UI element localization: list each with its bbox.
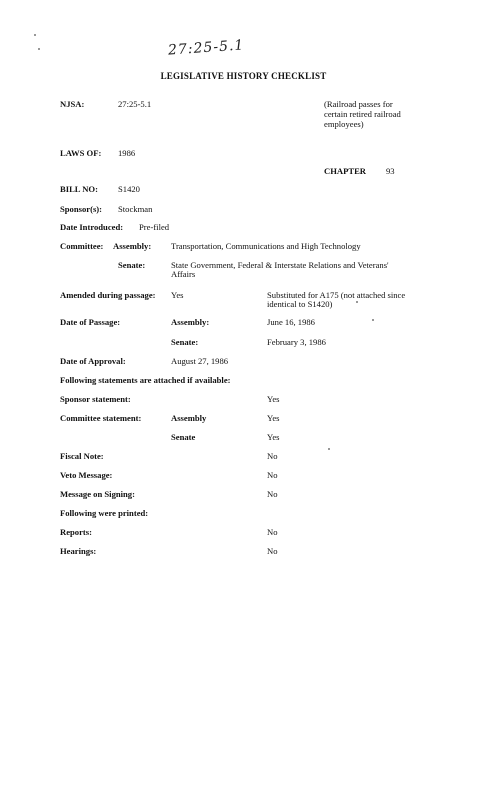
date-of-approval-value: August 27, 1986 (171, 356, 229, 366)
handwritten-code: 27:25-5.1 (167, 37, 245, 59)
fiscal-note-label: Fiscal Note: (60, 451, 104, 461)
date-introduced-value: Pre-filed (139, 222, 170, 232)
njsa-value: 27:25-5.1 (118, 99, 152, 109)
chapter-value: 93 (386, 166, 395, 176)
bill-no-value: S1420 (118, 184, 140, 194)
chapter-label: CHAPTER (324, 166, 367, 176)
sponsors-value: Stockman (118, 204, 153, 214)
passage-senate-label: Senate: (171, 337, 199, 347)
reports-label: Reports: (60, 527, 92, 537)
sponsors-label: Sponsor(s): (60, 204, 103, 214)
message-on-signing-label: Message on Signing: (60, 489, 135, 499)
committee-statement-assembly-label: Assembly (171, 413, 207, 423)
scan-speck (34, 34, 36, 36)
amended-label: Amended during passage: (60, 290, 156, 300)
committee-assembly-label: Assembly: (113, 241, 152, 251)
scan-speck (372, 319, 374, 321)
veto-message-label: Veto Message: (60, 470, 113, 480)
laws-of-label: LAWS OF: (60, 148, 102, 158)
sponsor-statement-label: Sponsor statement: (60, 394, 131, 404)
laws-of-value: 1986 (118, 148, 136, 158)
amended-note-line-1: Substituted for A175 (not attached since (267, 290, 406, 300)
njsa-note-line-3: employees) (324, 119, 364, 129)
passage-senate-value: February 3, 1986 (267, 337, 326, 347)
scan-speck (356, 301, 358, 303)
njsa-note-line-1: (Railroad passes for (324, 99, 393, 109)
hearings-value: No (267, 546, 278, 556)
hearings-label: Hearings: (60, 546, 97, 556)
date-introduced-label: Date Introduced: (60, 222, 124, 232)
committee-statement-senate-value: Yes (267, 432, 280, 442)
committee-senate-value-line-2: Affairs (171, 269, 196, 279)
committee-senate-value-line-1: State Government, Federal & Interstate Relations and Veterans' (171, 260, 389, 270)
committee-statement-assembly-value: Yes (267, 413, 280, 423)
amended-value: Yes (171, 290, 184, 300)
amended-note-line-2: identical to S1420) (267, 299, 333, 309)
scan-speck (38, 48, 40, 50)
committee-senate-label: Senate: (118, 260, 146, 270)
committee-assembly-value: Transportation, Communications and High Technology (171, 241, 361, 251)
committee-statement-label: Committee statement: (60, 413, 142, 423)
njsa-label: NJSA: (60, 99, 85, 109)
passage-assembly-value: June 16, 1986 (267, 317, 315, 327)
following-printed-heading: Following were printed: (60, 508, 149, 518)
date-of-passage-label: Date of Passage: (60, 317, 121, 327)
committee-label: Committee: (60, 241, 104, 251)
passage-assembly-label: Assembly: (171, 317, 210, 327)
page-title: LEGISLATIVE HISTORY CHECKLIST (160, 71, 327, 81)
message-on-signing-value: No (267, 489, 278, 499)
fiscal-note-value: No (267, 451, 278, 461)
reports-value: No (267, 527, 278, 537)
scan-speck (328, 448, 330, 450)
sponsor-statement-value: Yes (267, 394, 280, 404)
veto-message-value: No (267, 470, 278, 480)
bill-no-label: BILL NO: (60, 184, 98, 194)
njsa-note-line-2: certain retired railroad (324, 109, 401, 119)
date-of-approval-label: Date of Approval: (60, 356, 126, 366)
following-attached-heading: Following statements are attached if available: (60, 375, 231, 385)
committee-statement-senate-label: Senate (171, 432, 196, 442)
